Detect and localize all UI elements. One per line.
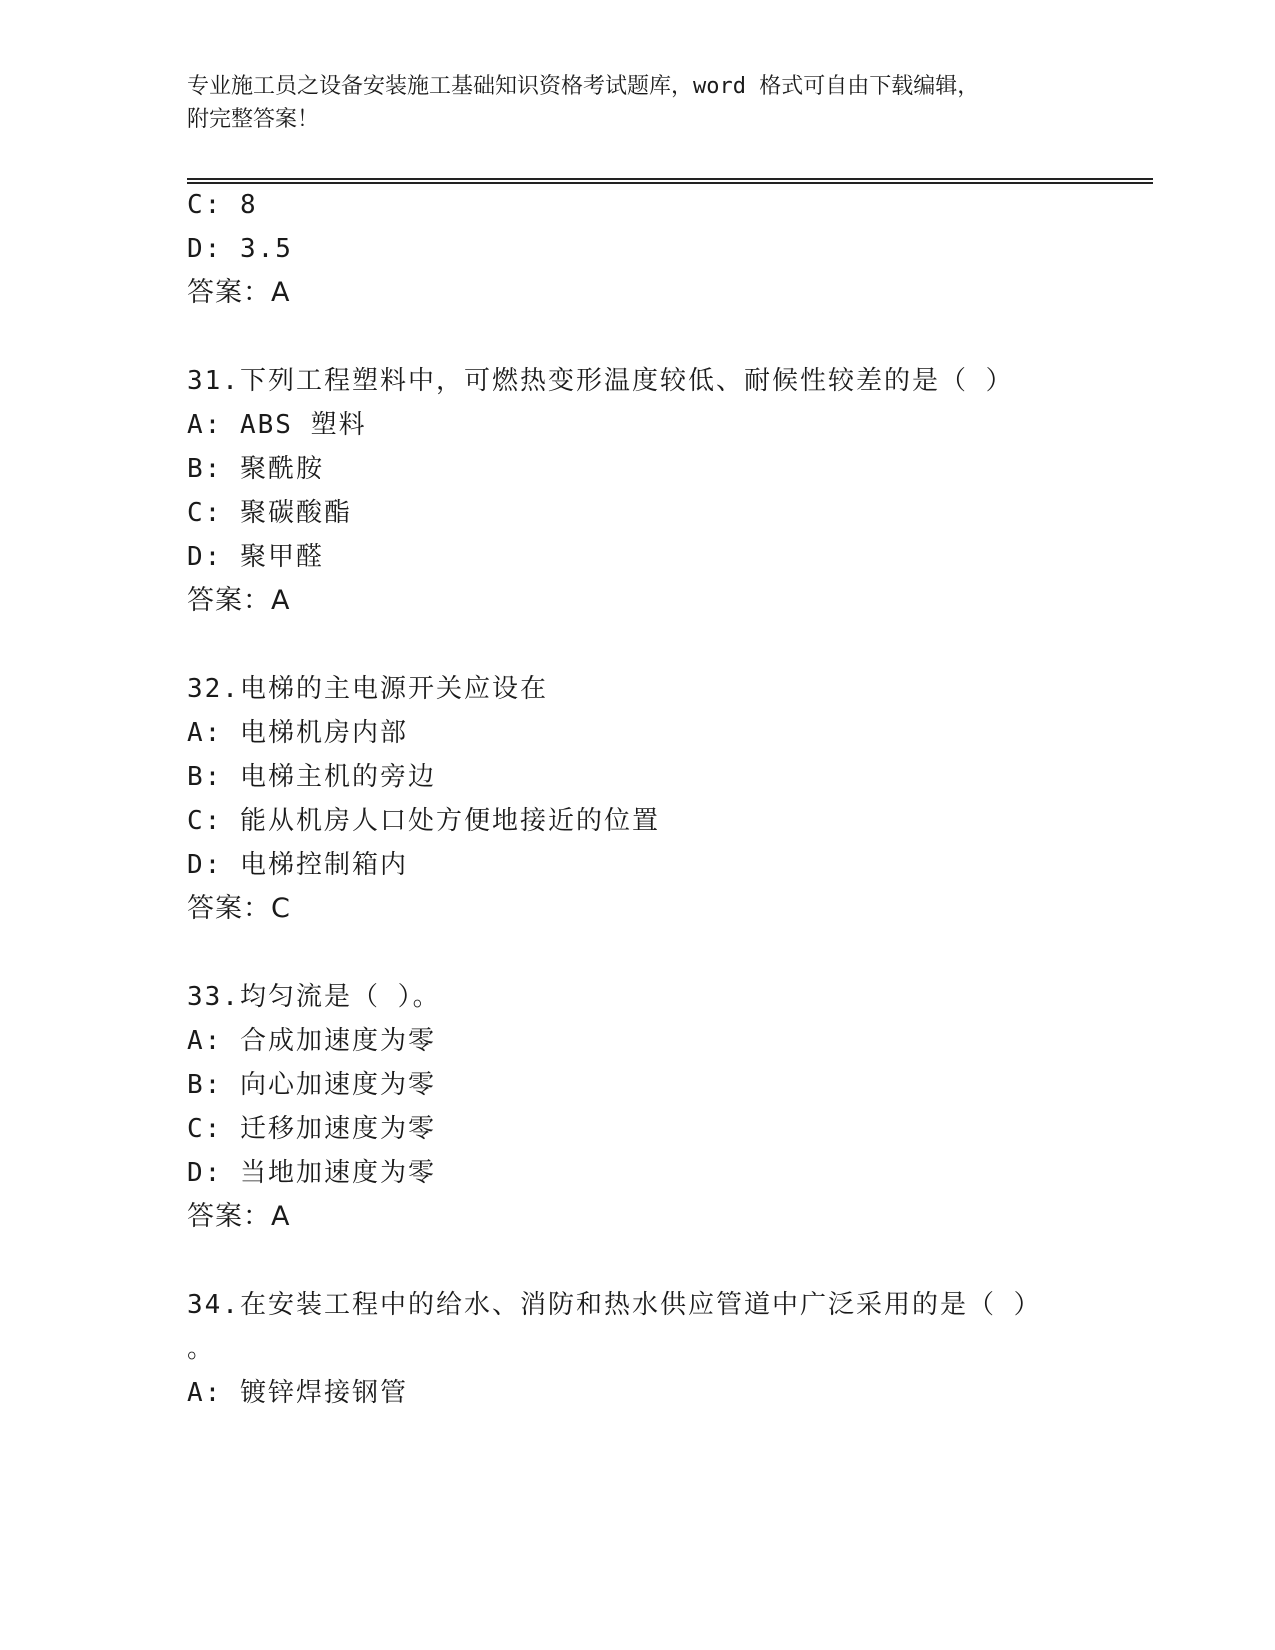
q32-answer: 答案：C bbox=[187, 893, 291, 924]
header-line-1: 专业施工员之设备安装施工基础知识资格考试题库，word 格式可自由下载编辑， bbox=[187, 74, 980, 99]
q31-stem: 31.下列工程塑料中，可燃热变形温度较低、耐候性较差的是（ ） bbox=[187, 366, 1014, 396]
q32-option-d: D: 电梯控制箱内 bbox=[187, 850, 408, 880]
header-line-2: 附完整答案！ bbox=[187, 107, 320, 132]
q33-option-d: D: 当地加速度为零 bbox=[187, 1158, 436, 1188]
q31-option-c: C: 聚碳酸酯 bbox=[187, 498, 352, 528]
header-divider bbox=[187, 178, 1153, 184]
prev-answer: 答案：A bbox=[187, 277, 291, 308]
q32-stem: 32.电梯的主电源开关应设在 bbox=[187, 674, 548, 704]
q31-option-d: D: 聚甲醛 bbox=[187, 542, 324, 572]
document-header bbox=[187, 70, 1087, 136]
q33-stem: 33.均匀流是（ ）。 bbox=[187, 982, 441, 1012]
q32-option-b: B: 电梯主机的旁边 bbox=[187, 762, 436, 792]
prev-option-c: C: 8 bbox=[187, 190, 258, 220]
q34-option-a: A: 镀锌焊接钢管 bbox=[187, 1378, 408, 1408]
q33-option-c: C: 迁移加速度为零 bbox=[187, 1114, 436, 1144]
q32-option-a: A: 电梯机房内部 bbox=[187, 718, 408, 748]
q34-stem: 34.在安装工程中的给水、消防和热水供应管道中广泛采用的是（ ） bbox=[187, 1290, 1042, 1320]
q31-option-b: B: 聚酰胺 bbox=[187, 454, 324, 484]
q34-stem-continuation: 。 bbox=[187, 1334, 216, 1364]
q32-option-c: C: 能从机房人口处方便地接近的位置 bbox=[187, 806, 660, 836]
prev-option-d: D: 3.5 bbox=[187, 234, 293, 264]
q33-option-b: B: 向心加速度为零 bbox=[187, 1070, 436, 1100]
q33-option-a: A: 合成加速度为零 bbox=[187, 1026, 436, 1056]
q33-answer: 答案：A bbox=[187, 1201, 291, 1232]
q31-answer: 答案：A bbox=[187, 585, 291, 616]
q31-option-a: A: ABS 塑料 bbox=[187, 410, 367, 440]
